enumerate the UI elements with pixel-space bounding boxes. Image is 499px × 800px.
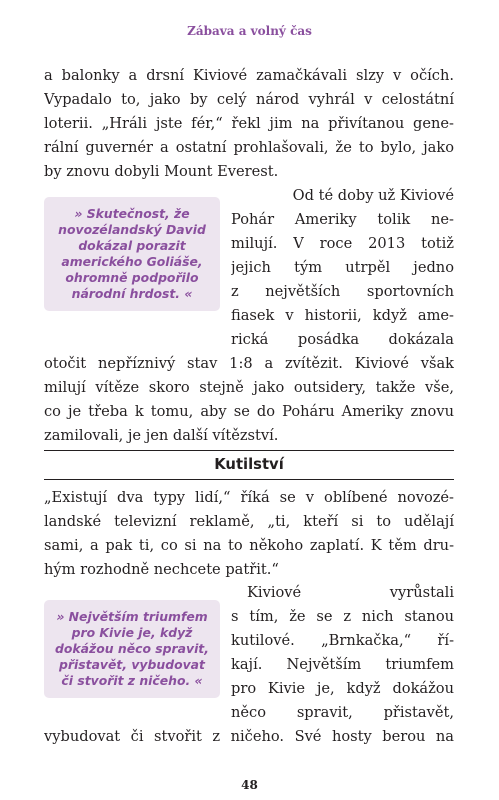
pull-quote-line: novozélandský David bbox=[58, 222, 206, 237]
pull-quote-line: amerického Goliáše, bbox=[61, 254, 203, 269]
text-line: z největších sportovních bbox=[231, 283, 454, 300]
text-line: kají. Největším triumfem bbox=[231, 656, 454, 673]
pull-quote-line: či stvořit z ničeho. « bbox=[61, 673, 203, 688]
section-rule-top bbox=[44, 450, 454, 451]
running-head: Zábava a volný čas bbox=[187, 24, 312, 38]
text-line: „Existují dva typy lidí,“ říká se v oblíbené novozé- bbox=[44, 489, 454, 506]
text-line: by znovu dobyli Mount Everest. bbox=[44, 163, 279, 180]
text-line: a balonky a drsní Kiviové zamačkávali slzy v očích. bbox=[44, 67, 454, 84]
pull-quote-line: pro Kivie je, když bbox=[71, 625, 193, 640]
pull-quote-line: » Největším triumfem bbox=[56, 609, 208, 624]
section-title: Kutilství bbox=[214, 456, 284, 473]
pull-quote-line: ohromně podpořilo bbox=[65, 270, 199, 285]
text-line: jejich tým utrpěl jedno bbox=[231, 259, 454, 276]
text-line: rická posádka dokázala bbox=[231, 331, 454, 348]
text-line: Pohár Ameriky tolik ne- bbox=[231, 211, 454, 228]
text-line: vybudovat či stvořit z ničeho. Své hosty berou na bbox=[44, 728, 454, 745]
pull-quote-line: přistavět, vybudovat bbox=[59, 657, 205, 672]
text-line: zamilovali, je jen další vítězství. bbox=[44, 427, 279, 444]
text-line: milují. V roce 2013 totiž bbox=[231, 235, 454, 252]
text-line: hým rozhodně nechcete patřit.“ bbox=[44, 561, 279, 578]
text-line: landské televizní reklamě, „ti, kteří si to udělají bbox=[44, 513, 454, 530]
text-line: Kiviové vyrůstali bbox=[247, 584, 454, 601]
text-line: otočit nepříznivý stav 1:8 a zvítězit. Kiviové však bbox=[44, 355, 454, 372]
text-line: co je třeba k tomu, aby se do Poháru Ameriky znovu bbox=[44, 403, 454, 420]
text-line: kutilové. „Brnkačka,“ ří- bbox=[231, 632, 454, 649]
page-number: 48 bbox=[241, 778, 258, 792]
paragraph-2 bbox=[44, 184, 454, 448]
pull-quote-line: dokázal porazit bbox=[78, 238, 186, 253]
text-line: Vypadalo to, jako by celý národ vyhrál v celostátní bbox=[44, 91, 454, 108]
text-line: milují vítěze skoro stejně jako outsidery, takže vše, bbox=[44, 379, 454, 396]
text-line: Od té doby už Kiviové bbox=[292, 187, 454, 204]
pull-quote-line: národní hrdost. « bbox=[71, 286, 193, 301]
text-line: něco spravit, přistavět, bbox=[231, 704, 454, 721]
paragraph-3 bbox=[44, 486, 454, 582]
text-line: rální guvernér a ostatní prohlašovali, že to bylo, jako bbox=[44, 139, 454, 156]
text-line: fiasek v historii, když ame- bbox=[231, 307, 454, 324]
paragraph-4 bbox=[44, 581, 454, 749]
pull-quote-line: dokážou něco spravit, bbox=[55, 641, 209, 656]
text-line: sami, a pak ti, co si na to někoho zaplatí. K těm dru- bbox=[44, 537, 454, 554]
text-line: s tím, že se z nich stanou bbox=[231, 608, 454, 625]
pull-quote-line: » Skutečnost, že bbox=[74, 206, 190, 221]
text-line: pro Kivie je, když dokážou bbox=[231, 680, 454, 697]
section-rule-bottom bbox=[44, 479, 454, 480]
paragraph-1 bbox=[44, 64, 454, 184]
text-line: loterii. „Hráli jste fér,“ řekl jim na přivítanou gene- bbox=[44, 115, 454, 132]
